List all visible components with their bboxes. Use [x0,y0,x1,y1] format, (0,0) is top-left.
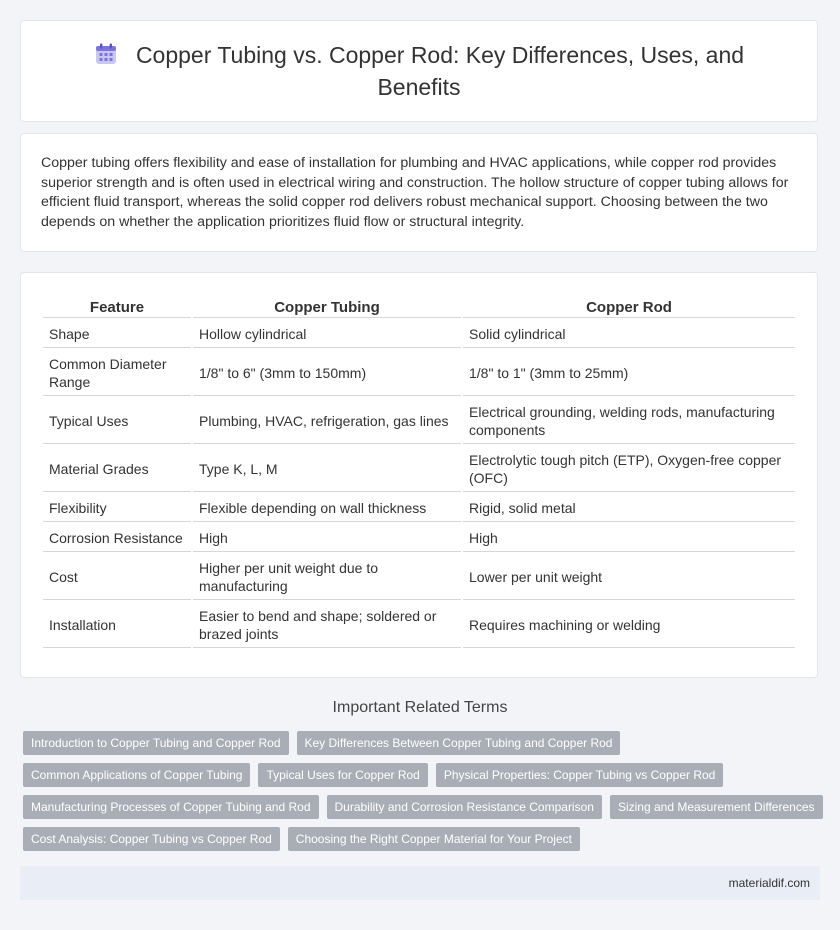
related-term-tag[interactable]: Introduction to Copper Tubing and Copper Rod [23,731,289,755]
cell-rod: Requires machining or welding [463,602,795,648]
cell-feature: Flexibility [43,494,191,522]
header-copper-tubing: Copper Tubing [193,297,461,318]
comparison-card [20,272,818,678]
cell-feature: Shape [43,320,191,348]
cell-feature: Common Diameter Range [43,350,191,396]
related-term-tag[interactable]: Manufacturing Processes of Copper Tubing and Rod [23,795,319,819]
related-term-tag[interactable]: Typical Uses for Copper Rod [258,763,427,787]
cell-tubing: Flexible depending on wall thickness [193,494,461,522]
intro-card [20,133,818,252]
cell-tubing: Hollow cylindrical [193,320,461,348]
table-row [43,446,795,492]
tag-row [23,795,823,819]
header-copper-rod: Copper Rod [463,297,795,318]
footer [20,866,820,900]
tag-row [23,827,823,851]
cell-tubing: Plumbing, HVAC, refrigeration, gas lines [193,398,461,444]
footer-site[interactable]: materialdif.com [728,876,810,890]
table-row [43,398,795,444]
cell-tubing: Easier to bend and shape; soldered or brazed joints [193,602,461,648]
cell-feature: Typical Uses [43,398,191,444]
table-row [43,524,795,552]
cell-rod: Electrolytic tough pitch (ETP), Oxygen-free copper (OFC) [463,446,795,492]
cell-rod: High [463,524,795,552]
cell-rod: Electrical grounding, welding rods, manufacturing components [463,398,795,444]
calendar-icon [94,42,118,73]
page-title: Copper Tubing vs. Copper Rod: Key Differences, Uses, and Benefits [135,41,745,100]
cell-rod: Solid cylindrical [463,320,795,348]
related-term-tag[interactable]: Cost Analysis: Copper Tubing vs Copper Rod [23,827,280,851]
page-title-wrap [89,41,749,102]
cell-feature: Cost [43,554,191,600]
title-card [20,20,818,122]
intro-paragraph: Copper tubing offers flexibility and ease of installation for plumbing and HVAC applications, while copper rod provides superior strength and is often used in electrical wiring and construction. The hollow structure of copper tubing allows for efficient fluid transport, whereas the solid copper rod delivers robust mechanical support. Choosing between the two depends on whether the application prioritizes fluid flow or structural integrity. [41,155,789,230]
cell-tubing: Higher per unit weight due to manufacturing [193,554,461,600]
table-row [43,554,795,600]
cell-rod: Rigid, solid metal [463,494,795,522]
header-feature: Feature [43,297,191,318]
cell-tubing: High [193,524,461,552]
cell-feature: Installation [43,602,191,648]
table-row [43,350,795,396]
related-terms-list [23,731,823,859]
cell-rod: 1/8" to 1" (3mm to 25mm) [463,350,795,396]
table-row [43,320,795,348]
table-row [43,602,795,648]
cell-tubing: 1/8" to 6" (3mm to 150mm) [193,350,461,396]
related-terms-title: Important Related Terms [332,699,508,716]
tag-row [23,731,823,755]
cell-tubing: Type K, L, M [193,446,461,492]
cell-feature: Corrosion Resistance [43,524,191,552]
comparison-table [41,295,797,650]
related-term-tag[interactable]: Common Applications of Copper Tubing [23,763,250,787]
tag-row [23,763,823,787]
related-term-tag[interactable]: Key Differences Between Copper Tubing and Copper Rod [297,731,621,755]
related-term-tag[interactable]: Sizing and Measurement Differences [610,795,823,819]
table-header-row [43,297,795,318]
cell-rod: Lower per unit weight [463,554,795,600]
related-term-tag[interactable]: Choosing the Right Copper Material for Your Project [288,827,580,851]
related-term-tag[interactable]: Physical Properties: Copper Tubing vs Copper Rod [436,763,723,787]
related-term-tag[interactable]: Durability and Corrosion Resistance Comparison [327,795,602,819]
cell-feature: Material Grades [43,446,191,492]
table-row [43,494,795,522]
